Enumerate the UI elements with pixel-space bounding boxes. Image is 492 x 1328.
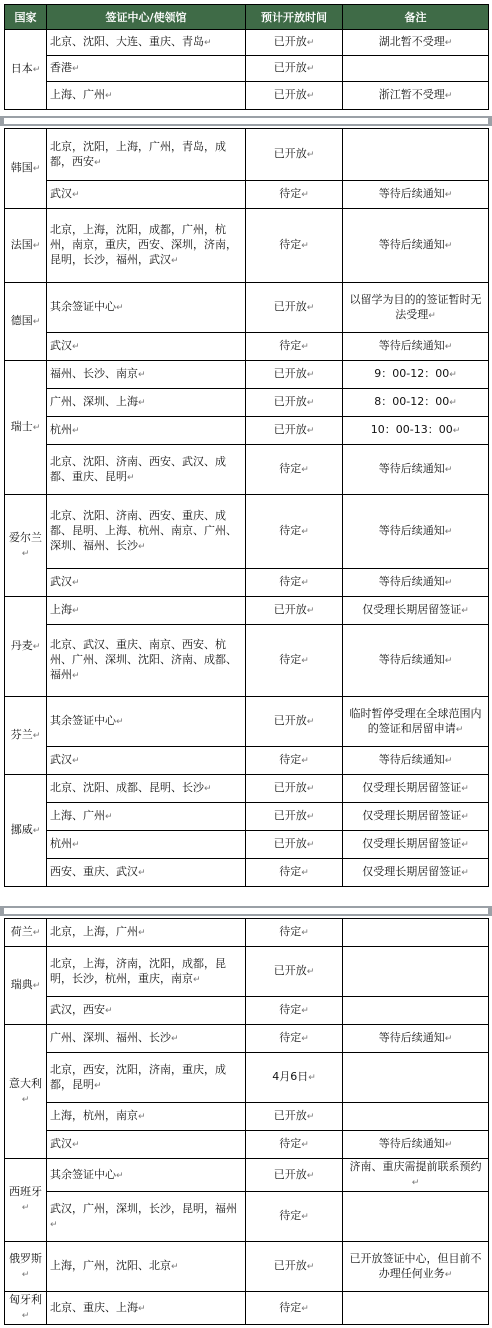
- table-row: [5, 625, 489, 697]
- centers-cell: 北京、沈阳、大连、重庆、青岛↵: [47, 30, 246, 56]
- centers-cell: 北京、沈阳、济南、西安、重庆、成都、昆明、上海、杭州、南京、广州、深圳、福州、长沙↵: [47, 495, 246, 569]
- centers-cell: 北京、重庆、上海↵: [47, 1292, 246, 1325]
- paragraph-mark: ↵: [301, 928, 309, 938]
- note-cell: 等待后续通知↵: [343, 333, 489, 361]
- table-row: [5, 831, 489, 859]
- paragraph-mark: ↵: [306, 1112, 315, 1122]
- note-cell: 已开放签证中心，但目前不办理任何业务↵: [343, 1242, 489, 1292]
- centers-cell: 北京，西安，沈阳，济南，重庆，成都，昆明↵: [47, 1053, 246, 1103]
- visa-table-1: [4, 4, 489, 110]
- table-row: [5, 1025, 489, 1053]
- table-body-1: [5, 30, 489, 110]
- paragraph-mark: ↵: [306, 812, 315, 822]
- paragraph-mark: ↵: [204, 38, 212, 48]
- paragraph-mark: ↵: [444, 38, 453, 48]
- visa-table-2: [4, 128, 489, 887]
- note-cell: [343, 1053, 489, 1103]
- section-divider: [0, 116, 492, 126]
- paragraph-mark: ↵: [138, 398, 146, 408]
- paragraph-mark: ↵: [32, 826, 41, 836]
- paragraph-mark: ↵: [171, 1034, 179, 1044]
- header-country: 国家: [5, 5, 47, 30]
- open-time-cell: 待定↵: [246, 747, 343, 775]
- centers-cell: 上海，广州，沈阳、北京↵: [47, 1242, 246, 1292]
- paragraph-mark: ↵: [32, 928, 41, 938]
- paragraph-mark: ↵: [116, 303, 124, 313]
- paragraph-mark: ↵: [138, 928, 146, 938]
- paragraph-mark: ↵: [138, 1112, 146, 1122]
- table-row: [5, 803, 489, 831]
- table-row: [5, 333, 489, 361]
- paragraph-mark: ↵: [461, 784, 469, 794]
- note-cell: 仅受理长期居留签证↵: [343, 597, 489, 625]
- header-note: 备注: [343, 5, 489, 30]
- paragraph-mark: ↵: [72, 190, 80, 200]
- paragraph-mark: ↵: [138, 542, 146, 552]
- table-row: [5, 1053, 489, 1103]
- table-row: [5, 1103, 489, 1131]
- centers-cell: 杭州↵: [47, 417, 246, 445]
- note-cell: 浙江暂不受理↵: [343, 82, 489, 110]
- table-row: [5, 417, 489, 445]
- open-time-cell: 待定↵: [246, 1025, 343, 1053]
- centers-cell: 武汉↵: [47, 181, 246, 209]
- country-cell: 挪威↵: [5, 775, 47, 887]
- country-cell: 丹麦↵: [5, 597, 47, 697]
- open-time-cell: 待定↵: [246, 625, 343, 697]
- country-cell: 德国↵: [5, 283, 47, 361]
- paragraph-mark: ↵: [444, 241, 453, 251]
- note-cell: 仅受理长期居留签证↵: [343, 859, 489, 887]
- table-row: [5, 361, 489, 389]
- country-cell: 俄罗斯↵: [5, 1242, 47, 1292]
- paragraph-mark: ↵: [32, 423, 41, 433]
- open-time-cell: 已开放↵: [246, 56, 343, 82]
- note-cell: 济南、重庆需提前联系预约↵: [343, 1159, 489, 1192]
- header-row: [5, 5, 489, 30]
- centers-cell: 北京，上海，济南，沈阳，成都，昆明，长沙，杭州，重庆，南京↵: [47, 947, 246, 997]
- centers-cell: 武汉，广州，深圳，长沙，昆明，福州↵: [47, 1192, 246, 1242]
- country-cell: 爱尔兰↵: [5, 495, 47, 597]
- section-divider: [0, 906, 492, 916]
- centers-cell: 北京，沈阳，上海，广州，青岛，成都，西安↵: [47, 129, 246, 181]
- open-time-cell: 已开放↵: [246, 803, 343, 831]
- paragraph-mark: ↵: [452, 426, 461, 436]
- paragraph-mark: ↵: [301, 656, 309, 666]
- paragraph-mark: ↵: [444, 91, 453, 101]
- paragraph-mark: ↵: [306, 398, 315, 408]
- table-row: [5, 747, 489, 775]
- centers-cell: 武汉↵: [47, 747, 246, 775]
- note-cell: 8：00-12：00↵: [343, 389, 489, 417]
- note-cell: [343, 1292, 489, 1325]
- paragraph-mark: ↵: [50, 1219, 58, 1230]
- centers-cell: 广州、深圳、福州、长沙↵: [47, 1025, 246, 1053]
- centers-cell: 武汉↵: [47, 333, 246, 361]
- table-row: [5, 1292, 489, 1325]
- paragraph-mark: ↵: [138, 370, 146, 380]
- paragraph-mark: ↵: [301, 342, 309, 352]
- table-segment-3: [4, 918, 488, 1325]
- note-cell: [343, 129, 489, 181]
- paragraph-mark: ↵: [461, 840, 469, 850]
- paragraph-mark: ↵: [72, 606, 80, 616]
- paragraph-mark: ↵: [306, 606, 315, 616]
- centers-cell: 上海，杭州，南京↵: [47, 1103, 246, 1131]
- table-segment-1: [4, 4, 488, 110]
- note-cell: [343, 919, 489, 947]
- paragraph-mark: ↵: [204, 784, 212, 794]
- paragraph-mark: ↵: [306, 426, 315, 436]
- paragraph-mark: ↵: [306, 91, 315, 101]
- paragraph-mark: ↵: [301, 241, 309, 251]
- open-time-cell: 已开放↵: [246, 30, 343, 56]
- centers-cell: 武汉，西安↵: [47, 997, 246, 1025]
- centers-cell: 其余签证中心↵: [47, 1159, 246, 1192]
- note-cell: [343, 1192, 489, 1242]
- paragraph-mark: ↵: [72, 840, 80, 850]
- centers-cell: 北京，上海，广州↵: [47, 919, 246, 947]
- paragraph-mark: ↵: [301, 1006, 309, 1016]
- table-row: [5, 597, 489, 625]
- paragraph-mark: ↵: [301, 527, 309, 537]
- paragraph-mark: ↵: [306, 64, 315, 74]
- paragraph-mark: ↵: [32, 241, 41, 251]
- header-centers: 签证中心/使领馆: [47, 5, 246, 30]
- paragraph-mark: ↵: [138, 868, 146, 878]
- open-time-cell: 4月6日↵: [246, 1053, 343, 1103]
- note-cell: [343, 56, 489, 82]
- paragraph-mark: ↵: [444, 527, 453, 537]
- open-time-cell: 已开放↵: [246, 597, 343, 625]
- note-cell: 等待后续通知↵: [343, 625, 489, 697]
- paragraph-mark: ↵: [116, 717, 124, 727]
- open-time-cell: 待定↵: [246, 919, 343, 947]
- paragraph-mark: ↵: [21, 1269, 30, 1280]
- note-cell: 等待后续通知↵: [343, 1131, 489, 1159]
- open-time-cell: 待定↵: [246, 1192, 343, 1242]
- note-cell: 9：00-12：00↵: [343, 361, 489, 389]
- note-cell: 仅受理长期居留签证↵: [343, 831, 489, 859]
- paragraph-mark: ↵: [461, 812, 469, 822]
- paragraph-mark: ↵: [306, 150, 315, 160]
- table-row: [5, 859, 489, 887]
- paragraph-mark: ↵: [21, 548, 30, 559]
- centers-cell: 杭州↵: [47, 831, 246, 859]
- paragraph-mark: ↵: [306, 784, 315, 794]
- table-row: [5, 30, 489, 56]
- paragraph-mark: ↵: [105, 1006, 113, 1016]
- table-row: [5, 1242, 489, 1292]
- table-row: [5, 1192, 489, 1242]
- paragraph-mark: ↵: [301, 190, 309, 200]
- open-time-cell: 已开放↵: [246, 361, 343, 389]
- country-cell: 意大利↵: [5, 1025, 47, 1159]
- paragraph-mark: ↵: [461, 606, 469, 616]
- open-time-cell: 已开放↵: [246, 697, 343, 747]
- paragraph-mark: ↵: [72, 426, 80, 436]
- centers-cell: 上海、广州↵: [47, 82, 246, 110]
- paragraph-mark: ↵: [306, 840, 315, 850]
- centers-cell: 香港↵: [47, 56, 246, 82]
- open-time-cell: 已开放↵: [246, 831, 343, 859]
- country-cell: 瑞士↵: [5, 361, 47, 495]
- table-row: [5, 389, 489, 417]
- open-time-cell: 待定↵: [246, 495, 343, 569]
- note-cell: [343, 1103, 489, 1131]
- table-row: [5, 283, 489, 333]
- open-time-cell: 已开放↵: [246, 283, 343, 333]
- paragraph-mark: ↵: [72, 1140, 80, 1150]
- paragraph-mark: ↵: [301, 1303, 309, 1314]
- paragraph-mark: ↵: [301, 1212, 309, 1222]
- paragraph-mark: ↵: [306, 303, 315, 313]
- paragraph-mark: ↵: [306, 717, 315, 727]
- paragraph-mark: ↵: [449, 398, 457, 408]
- paragraph-mark: ↵: [428, 310, 436, 321]
- paragraph-mark: ↵: [138, 1303, 146, 1314]
- paragraph-mark: ↵: [72, 342, 80, 352]
- paragraph-mark: ↵: [301, 1140, 309, 1150]
- open-time-cell: 已开放↵: [246, 775, 343, 803]
- note-cell: 湖北暂不受理↵: [343, 30, 489, 56]
- paragraph-mark: ↵: [171, 1262, 179, 1272]
- note-cell: 以留学为目的的签证暂时无法受理↵: [343, 283, 489, 333]
- paragraph-mark: ↵: [32, 317, 41, 327]
- paragraph-mark: ↵: [94, 1080, 102, 1091]
- open-time-cell: 待定↵: [246, 1131, 343, 1159]
- paragraph-mark: ↵: [301, 756, 309, 766]
- table-row: [5, 495, 489, 569]
- paragraph-mark: ↵: [444, 1269, 453, 1280]
- note-cell: 临时暂停受理在全球范围内的签证和居留申请↵: [343, 697, 489, 747]
- table-row: [5, 1159, 489, 1192]
- note-cell: 仅受理长期居留签证↵: [343, 803, 489, 831]
- note-cell: 等待后续通知↵: [343, 1025, 489, 1053]
- table-segment-2: [4, 128, 488, 887]
- paragraph-mark: ↵: [72, 578, 80, 588]
- paragraph-mark: ↵: [444, 1140, 453, 1150]
- table-row: [5, 209, 489, 283]
- paragraph-mark: ↵: [301, 868, 309, 878]
- paragraph-mark: ↵: [306, 1170, 315, 1181]
- paragraph-mark: ↵: [21, 1094, 30, 1105]
- table-row: [5, 56, 489, 82]
- paragraph-mark: ↵: [32, 164, 41, 174]
- table-row: [5, 1131, 489, 1159]
- note-cell: 等待后续通知↵: [343, 747, 489, 775]
- table-row: [5, 997, 489, 1025]
- country-cell: 荷兰↵: [5, 919, 47, 947]
- centers-cell: 其余签证中心↵: [47, 697, 246, 747]
- note-cell: 等待后续通知↵: [343, 569, 489, 597]
- country-cell: 匈牙利↵: [5, 1292, 47, 1325]
- paragraph-mark: ↵: [449, 370, 457, 380]
- centers-cell: 北京、沈阳、成都、昆明、长沙↵: [47, 775, 246, 803]
- open-time-cell: 已开放↵: [246, 947, 343, 997]
- paragraph-mark: ↵: [32, 981, 41, 991]
- header-time: 预计开放时间: [246, 5, 343, 30]
- paragraph-mark: ↵: [32, 731, 41, 741]
- note-cell: 等待后续通知↵: [343, 495, 489, 569]
- open-time-cell: 已开放↵: [246, 417, 343, 445]
- centers-cell: 武汉↵: [47, 569, 246, 597]
- table-row: [5, 947, 489, 997]
- centers-cell: 福州、长沙、南京↵: [47, 361, 246, 389]
- open-time-cell: 已开放↵: [246, 1103, 343, 1131]
- paragraph-mark: ↵: [444, 1034, 453, 1044]
- country-cell: 芬兰↵: [5, 697, 47, 775]
- paragraph-mark: ↵: [32, 65, 41, 75]
- paragraph-mark: ↵: [461, 868, 469, 878]
- centers-cell: 上海、广州↵: [47, 803, 246, 831]
- paragraph-mark: ↵: [127, 472, 135, 483]
- paragraph-mark: ↵: [444, 756, 453, 766]
- open-time-cell: 已开放↵: [246, 1242, 343, 1292]
- paragraph-mark: ↵: [308, 1073, 316, 1083]
- paragraph-mark: ↵: [105, 91, 113, 101]
- open-time-cell: 已开放↵: [246, 82, 343, 110]
- table-row: [5, 82, 489, 110]
- paragraph-mark: ↵: [94, 157, 102, 168]
- country-cell: 西班牙↵: [5, 1159, 47, 1242]
- country-cell: 法国↵: [5, 209, 47, 283]
- country-cell: 日本↵: [5, 30, 47, 110]
- paragraph-mark: ↵: [455, 724, 464, 735]
- centers-cell: 北京、武汉、重庆、南京、西安、杭州、广州、深圳、沈阳、济南、成都、福州↵: [47, 625, 246, 697]
- open-time-cell: 待定↵: [246, 445, 343, 495]
- paragraph-mark: ↵: [306, 38, 315, 48]
- centers-cell: 西安、重庆、武汉↵: [47, 859, 246, 887]
- note-cell: [343, 947, 489, 997]
- centers-cell: 广州、深圳、上海↵: [47, 389, 246, 417]
- table-row: [5, 697, 489, 747]
- note-cell: [343, 997, 489, 1025]
- open-time-cell: 待定↵: [246, 1292, 343, 1325]
- paragraph-mark: ↵: [444, 578, 453, 588]
- paragraph-mark: ↵: [72, 756, 80, 766]
- country-cell: 韩国↵: [5, 129, 47, 209]
- table-body-2: [5, 129, 489, 887]
- open-time-cell: 待定↵: [246, 859, 343, 887]
- note-cell: 10：00-13：00↵: [343, 417, 489, 445]
- paragraph-mark: ↵: [306, 967, 315, 977]
- paragraph-mark: ↵: [301, 465, 309, 475]
- centers-cell: 武汉↵: [47, 1131, 246, 1159]
- paragraph-mark: ↵: [444, 656, 453, 666]
- paragraph-mark: ↵: [301, 1034, 309, 1044]
- open-time-cell: 待定↵: [246, 997, 343, 1025]
- paragraph-mark: ↵: [444, 342, 453, 352]
- centers-cell: 北京，上海，沈阳，成都，广州，杭州，南京，重庆，西安、深圳，济南，昆明，长沙，福州，武汉↵: [47, 209, 246, 283]
- note-cell: 仅受理长期居留签证↵: [343, 775, 489, 803]
- table-row: [5, 569, 489, 597]
- table-row: [5, 445, 489, 495]
- table-row: [5, 775, 489, 803]
- note-cell: 等待后续通知↵: [343, 181, 489, 209]
- paragraph-mark: ↵: [116, 1170, 124, 1181]
- country-cell: 瑞典↵: [5, 947, 47, 1025]
- open-time-cell: 待定↵: [246, 333, 343, 361]
- visa-table-3: [4, 918, 489, 1325]
- open-time-cell: 已开放↵: [246, 389, 343, 417]
- open-time-cell: 已开放↵: [246, 129, 343, 181]
- paragraph-mark: ↵: [72, 64, 80, 74]
- paragraph-mark: ↵: [21, 1311, 30, 1321]
- table-row: [5, 129, 489, 181]
- paragraph-mark: ↵: [306, 1262, 315, 1272]
- table-row: [5, 181, 489, 209]
- paragraph-mark: ↵: [444, 465, 453, 475]
- centers-cell: 北京、沈阳、济南、西安、武汉、成都、重庆、昆明↵: [47, 445, 246, 495]
- centers-cell: 其余签证中心↵: [47, 283, 246, 333]
- table-body-3: [5, 919, 489, 1325]
- paragraph-mark: ↵: [301, 578, 309, 588]
- paragraph-mark: ↵: [171, 256, 179, 266]
- open-time-cell: 待定↵: [246, 209, 343, 283]
- paragraph-mark: ↵: [411, 1178, 420, 1188]
- paragraph-mark: ↵: [21, 1203, 30, 1213]
- open-time-cell: 待定↵: [246, 181, 343, 209]
- open-time-cell: 待定↵: [246, 569, 343, 597]
- note-cell: 等待后续通知↵: [343, 445, 489, 495]
- table-row: [5, 919, 489, 947]
- paragraph-mark: ↵: [306, 370, 315, 380]
- centers-cell: 上海↵: [47, 597, 246, 625]
- paragraph-mark: ↵: [105, 812, 113, 822]
- paragraph-mark: ↵: [32, 642, 41, 652]
- open-time-cell: 已开放↵: [246, 1159, 343, 1192]
- paragraph-mark: ↵: [193, 974, 201, 985]
- paragraph-mark: ↵: [444, 190, 453, 200]
- note-cell: 等待后续通知↵: [343, 209, 489, 283]
- paragraph-mark: ↵: [72, 671, 80, 681]
